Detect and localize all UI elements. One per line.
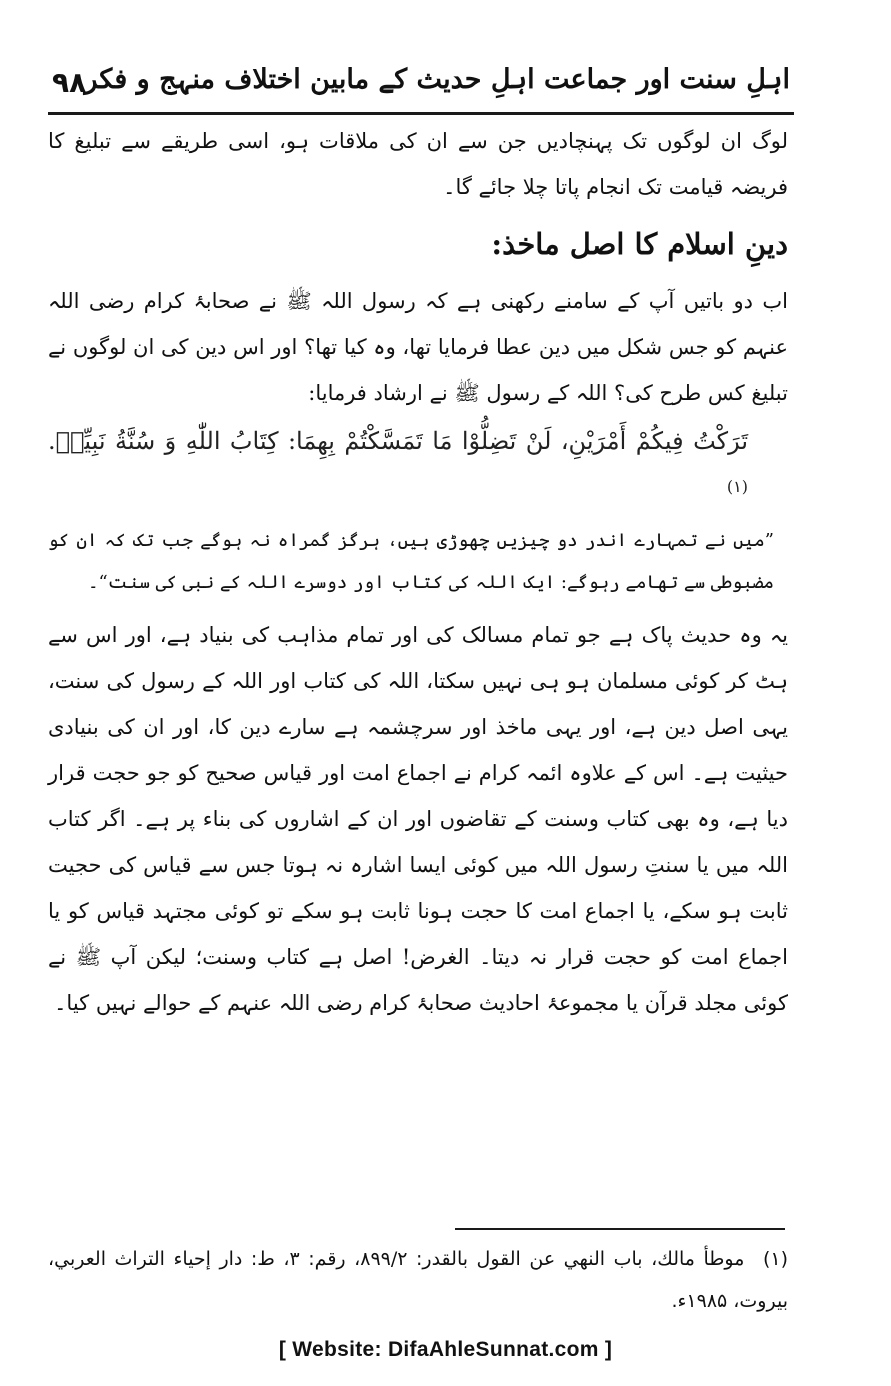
page-header [48,60,794,115]
footnote-number: (۱) [762,1248,788,1270]
paragraph-intro: لوگ ان لوگوں تک پہنچادیں جن سے ان کی ملاقات ہو، اسی طریقے سے تبلیغ کا فریضہ قیامت تک انجام پاتا چلا جائے گا۔ [48,129,788,199]
website-footer: [ Website: DifaAhleSunnat.com ] [278,1338,613,1361]
footnote-text: موطأ مالك، باب النهي عن القول بالقدر: ۸۹۹/۲، رقم: ۳، ط: دار إحياء التراث العربي، بيروت، ۱۹۸۵ء. [48,1248,788,1312]
section-heading: دینِ اسلام کا اصل ماخذ: [491,227,788,261]
arabic-hadith-block [48,418,748,516]
arabic-hadith-text: تَرَكْتُ فِيكُمْ أَمْرَيْنِ، لَنْ تَضِلُّوْا مَا تَمَسَّكْتُمْ بِهِمَا: كِتَابُ اللّٰهِ وَ سُنَّةُ نَبِيِّهٖ. [48,427,748,455]
footnote-marker: (۱) [726,477,748,496]
footnote-divider [455,1228,785,1230]
footnote [48,1238,788,1322]
running-title: اہلِ سنت اور جماعت اہلِ حدیث کے مابین اختلاف منہج و فکر [84,64,790,95]
hadith-translation: ”میں نے تمہارے اندر دو چیزیں چھوڑی ہیں، ہرگز گمراہ نہ ہوگے جب تک کہ ان کو مضبوطی سے تھامے رہوگے: ایک اللہ کی کتاب اور دوسرے اللہ کے نبی کی سنت“۔ [48,530,774,593]
paragraph-question: اب دو باتیں آپ کے سامنے رکھنی ہے کہ رسول اللہ ﷺ نے صحابۂ کرام رضی اللہ عنہم کو جس شکل میں دین عطا فرمایا تھا، وہ کیا تھا؟ اور اس دین کی ان لوگوں نے تبلیغ کس طرح کی؟ اللہ کے رسول ﷺ نے ارشاد فرمایا: [48,289,788,405]
paragraph-main: یہ وہ حدیث پاک ہے جو تمام مسالک کی اور تمام مذاہب کی بنیاد ہے، اور اس سے ہٹ کر کوئی مسلمان ہو ہی نہیں سکتا، اللہ کی کتاب اور اللہ کے رسول کی سنت، یہی اصل دین ہے، اور یہی ماخذ اور سرچشمہ ہے سارے دین کا، اور ان کی بنیادی حیثیت ہے۔ اس کے علاوہ ائمہ کرام نے اجماع امت اور قیاس صحیح کو جو حجت قرار دیا ہے، وہ بھی کتاب وسنت کے تقاضوں اور ان کے اشاروں کی بناء پر ہے۔ اگر کتاب اللہ میں یا سنتِ رسول اللہ میں کوئی ایسا اشارہ نہ ہوتا جس سے قیاس کی حجیت ثابت ہو سکے، یا اجماع امت کا حجت ہونا ثابت ہو سکے تو کوئی مجتہد قیاس کو یا اجماع امت کو حجت قرار نہ دیتا۔ الغرض! اصل ہے کتاب وسنت؛ لیکن آپ ﷺ نے کوئی مجلد قرآن یا مجموعۂ احادیث صحابۂ کرام رضی اللہ عنہم کے حوالے نہیں کیا۔ [48,623,788,1015]
page-number: ۹۸ [52,66,87,99]
page-body [48,118,788,1026]
